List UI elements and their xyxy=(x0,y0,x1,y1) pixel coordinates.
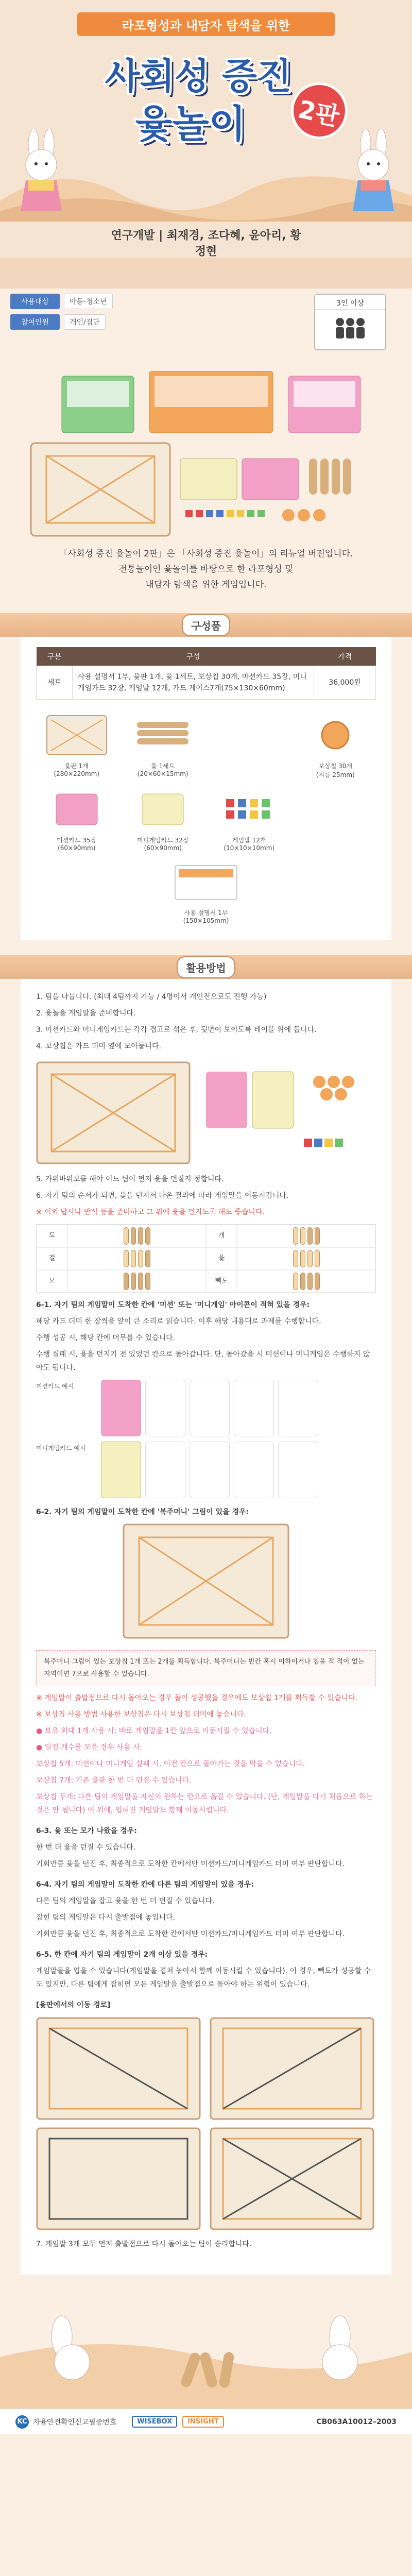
authors-line: 연구개발 | 최재경, 조다혜, 윤아리, 황정현 xyxy=(111,229,301,258)
bullet-1: ● 보유 최대 1개 사용 시: 바로 게임말을 1칸 앞으로 이동시킬 수 있습니다. xyxy=(36,1727,272,1735)
kc-text: 자율안전확인신고필증번호 xyxy=(33,2418,117,2427)
yut-result-sticks xyxy=(67,1247,206,1270)
row-price: 36,000원 xyxy=(314,666,376,700)
step-6-3-text: 한 번 더 윷을 던질 수 있습니다. xyxy=(36,1843,136,1852)
step-6-4-text2: 잡힌 팀의 게임말은 다시 출발점에 놓입니다. xyxy=(36,1913,176,1922)
step-6-4-text: 다른 팀의 게임말을 잡고 윷을 한 번 더 던질 수 있습니다. xyxy=(36,1897,215,1905)
yut-result-label: 모 xyxy=(37,1270,67,1293)
step-5: 5. 가위바위보를 해야 어느 팀이 먼저 윷을 던질지 정합니다. xyxy=(36,1175,224,1183)
age-badge-text: 3인 이상 xyxy=(315,295,385,310)
howto-section xyxy=(21,979,391,2275)
item-name: 윷판 1개 xyxy=(64,762,89,770)
bullet-2-text: 보상칩 5개: 미션이나 미니게임 실패 시, 이전 칸으로 돌아가는 것을 막을 수 있습니다. xyxy=(36,1760,305,1768)
hero-banner xyxy=(0,0,412,289)
components-table xyxy=(36,647,376,700)
footer-scene xyxy=(0,2275,412,2409)
cards-setup-image xyxy=(201,1061,376,1164)
item-size: (지름 25mm) xyxy=(316,771,355,778)
step-6-1-text3: 수행 실패 시, 윷을 던지기 전 있었던 칸으로 돌아갑니다. 단, 돌아갔을 시 미션이나 미니게임은 수행하지 않아도 됩니다. xyxy=(36,1350,370,1372)
item-name: 게임말 12개 xyxy=(232,837,266,844)
board-lucky-bag-image xyxy=(36,1522,376,1640)
example-board-4 xyxy=(210,2127,374,2230)
item-name: 미니게임카드 32장 xyxy=(137,837,189,844)
yut-result-sticks xyxy=(237,1270,375,1293)
bunny-illustration-right xyxy=(342,129,404,216)
table-header: 구분 xyxy=(37,647,73,666)
item-minigame-cards xyxy=(123,786,204,852)
table-header: 구성 xyxy=(73,647,314,666)
howto-header xyxy=(0,955,412,979)
target-label: 사용대상 xyxy=(10,294,60,309)
yut-result-sticks xyxy=(237,1247,375,1270)
yut-results-table xyxy=(36,1224,376,1293)
brand-logos xyxy=(132,2416,224,2428)
item-yut xyxy=(123,712,204,779)
example-boards xyxy=(36,2017,376,2230)
manual-icon xyxy=(123,859,290,905)
hero-title-line2: 윷놀이 xyxy=(135,102,246,146)
kc-number: CB063A10012–2003 xyxy=(316,2417,397,2426)
chip-icon xyxy=(295,712,376,758)
step-4: 4. 보상칩은 카드 더미 옆에 모아둡니다. xyxy=(36,1042,161,1050)
minigame-example xyxy=(36,1442,376,1498)
people-icon xyxy=(315,310,385,346)
star-note-2: ※ 보상칩 사용 방법 사용한 보상칩은 다시 보상칩 더미에 놓습니다. xyxy=(36,1710,246,1719)
table-row xyxy=(37,666,376,700)
wisebox-logo: WISEBOX xyxy=(132,2416,177,2428)
item-empty xyxy=(209,712,290,779)
example-label: [윷판에서의 이동 경로] xyxy=(36,2001,111,2009)
step-6-4-text3: 기회만큼 윷을 던진 후, 최종적으로 도착한 칸에서만 미션카드/미니게임카드 더미 여부 판단합니다. xyxy=(36,1930,345,1938)
step-6-1-text2: 수행 성공 시, 해당 칸에 머무를 수 있습니다. xyxy=(36,1334,175,1342)
step-2: 2. 윷놀을 게임말을 준비합니다. xyxy=(36,1009,136,1018)
step-6-4: 6-4. 자기 팀의 게임말이 도착한 칸에 다른 팀의 게임말이 있을 경우: xyxy=(36,1880,254,1889)
product-image xyxy=(0,371,412,541)
item-size: (10×10×10mm) xyxy=(224,844,275,852)
intro-line3: 내담자 탐색을 위한 게임입니다. xyxy=(145,580,267,590)
item-name: 윷 1세트 xyxy=(151,762,175,770)
bullet-4-text: 보상칩 두개: 다른 팀의 게임말을 자신의 원하는 칸으로 옮길 수 있습니다. (단, 게임말을 다시 처음으로 하는 것은 안 됩니다) 이 외에, 업혀진 게임말도 함께 이동시킵니다. xyxy=(36,1793,373,1815)
item-pieces xyxy=(209,786,290,852)
item-manual xyxy=(123,859,290,924)
howto-title: 활용방법 xyxy=(177,956,235,978)
mission-cards-row xyxy=(101,1380,318,1436)
yut-result-label: 걸 xyxy=(37,1247,67,1270)
players-label: 참여인원 xyxy=(10,314,60,330)
product-illustration xyxy=(0,371,412,541)
minigame-card-icon xyxy=(123,786,204,833)
board-setup-image xyxy=(36,1061,191,1164)
minigame-cards-row xyxy=(101,1442,318,1498)
target-value: 아동-청소년 xyxy=(64,294,113,309)
mission-example xyxy=(36,1380,376,1436)
components-title: 구성품 xyxy=(182,614,230,636)
mission-card-icon xyxy=(36,786,117,833)
star-note-1: ※ 게임말이 출발점으로 다시 돌아오는 경우 돌이 성공했을 경우에도 보상칩 1개를 획득할 수 있습니다. xyxy=(36,1694,357,1702)
row-content: 사용 설명서 1부, 윷판 1개, 윷 1세트, 보상칩 30개, 마션카드 35장, 미니게임카드 32장, 게임말 12개, 카드 케이스7개(75×130×60mm) xyxy=(73,666,314,700)
step-7: 7. 게임말 3개 모두 먼저 출발점으로 다시 돌아오는 팀이 승리합니다. xyxy=(36,2240,252,2248)
kc-cert xyxy=(15,2415,116,2429)
intro-text xyxy=(0,541,412,613)
step-6: 6. 자기 팀의 순서가 되면, 윷을 던져서 나온 결과에 따라 게임말을 이동시킵니다. xyxy=(36,1192,289,1200)
yut-result-label: 개 xyxy=(206,1225,237,1247)
item-size: (60×90mm) xyxy=(144,844,182,852)
item-name: 미션카드 35장 xyxy=(57,837,97,844)
item-size: (20×60×15mm) xyxy=(137,770,188,777)
yut-result-label: 도 xyxy=(37,1225,67,1247)
item-empty xyxy=(295,786,376,852)
step-6-3: 6-3. 윷 또는 모가 나왔을 경우: xyxy=(36,1827,137,1835)
footer-illustration xyxy=(0,2275,412,2409)
step-1: 1. 팀을 나눕니다. (최대 4팀까지 가능 / 4명이서 개인전으로도 진행 가능) xyxy=(36,993,267,1001)
component-items xyxy=(36,712,376,924)
example-board-2 xyxy=(210,2017,374,2120)
item-size: (280×220mm) xyxy=(54,770,100,777)
bullet-2: ● 일정 개수를 모을 경우 사용 시: xyxy=(36,1743,142,1752)
item-name: 사용 설명서 1부 xyxy=(184,909,228,917)
hero-title-line1: 사회성 증진 xyxy=(105,55,292,97)
edition-badge: 2판 xyxy=(286,77,353,144)
age-badge xyxy=(314,294,386,350)
yut-result-sticks xyxy=(67,1270,206,1293)
step-6-1-text: 해당 카드 더미 한 장씩을 앞이 큰 소리로 읽습니다. 이후 해당 내용대로 과제를 수행합니다. xyxy=(36,1317,321,1326)
kc-icon: KC xyxy=(15,2415,29,2429)
bunny-illustration-left xyxy=(10,129,72,216)
mission-example-label: 미션카드 예시 xyxy=(36,1383,74,1390)
bullet-3-text: 보상칩 7개: 기존 윷판 한 번 더 던질 수 있습니다. xyxy=(36,1776,192,1785)
row-label: 세트 xyxy=(37,666,73,700)
step-6-5: 6-5. 한 칸에 자기 팀의 게임말이 2개 이상 있을 경우: xyxy=(36,1951,208,1959)
item-chips xyxy=(295,712,376,779)
footer-bar xyxy=(0,2409,412,2434)
insight-logo: INSIGHT xyxy=(182,2416,224,2428)
step-6-2: 6-2. 자기 팀의 게임말이 도착한 칸에 '복주머니' 그림이 있을 경우: xyxy=(36,1508,249,1516)
board-icon xyxy=(36,712,117,758)
ground xyxy=(0,258,412,289)
step-6-1: 6-1. 자기 팀의 게임말이 도착한 칸에 '미션' 또는 '미니게임' 아이콘이 적혀 있을 경우: xyxy=(36,1301,310,1309)
pieces-icon xyxy=(209,786,290,833)
table-header: 가격 xyxy=(314,647,376,666)
setup-illustration xyxy=(36,1061,376,1164)
yut-result-label: 윷 xyxy=(206,1247,237,1270)
yut-result-label: 빽도 xyxy=(206,1270,237,1293)
yut-icon xyxy=(123,712,204,758)
yut-result-sticks xyxy=(237,1225,375,1247)
hero-subtitle: 라포형성과 내담자 탐색을 위한 xyxy=(77,12,335,36)
lucky-bag-note: 복주머니 그림이 있는 보상칩 1개 또는 2개를 획득합니다. 복주머니는 빈칸 혹시 이하이거나 칩을 적 적이 없는 지역이면 7으로 사용할 수 있습니다. xyxy=(36,1650,376,1686)
components-header xyxy=(0,613,412,637)
components-section xyxy=(21,637,391,940)
intro-line1: 「사회성 증진 윷놀이 2판」은 「사회성 증진 윷놀이」의 리뉴얼 버전입니다. xyxy=(59,549,353,559)
item-size: (60×90mm) xyxy=(58,844,96,852)
step-6-3-text2: 기회만큼 윷을 던진 후, 최종적으로 도착한 칸에서만 미션카드/미니게임카드 더미 여부 판단합니다. xyxy=(36,1860,345,1868)
yut-result-sticks xyxy=(67,1225,206,1247)
item-name: 보상칩 30개 xyxy=(318,762,352,770)
item-mission-cards xyxy=(36,786,117,852)
minigame-example-label: 미니게임카드 예시 xyxy=(36,1445,86,1452)
intro-line2: 전통놀이인 윷놀이를 바탕으로 한 라포형성 및 xyxy=(118,564,294,574)
step-3: 3. 미션카드와 미니게임카드는 각각 겹고로 섞은 후, 뒷면이 보이도록 테이블 위에 둡니다. xyxy=(36,1026,317,1034)
item-size: (150×105mm) xyxy=(183,917,229,924)
example-board-1 xyxy=(36,2017,201,2120)
item-board xyxy=(36,712,117,779)
info-tags xyxy=(0,289,412,371)
example-board-3 xyxy=(36,2127,201,2230)
players-value: 개인/집단 xyxy=(64,314,106,330)
step-6-5-text: 게임말들을 업을 수 있습니다(게임말을 겹쳐 놓아서 함께 이동시킬 수 있습니다). 이 경우, 빽도가 성공할 수도 있지만, 다른 팀에게 잡히면 모든 게임말을 출발점으로 돌아야 하는 위험이 있습니다. xyxy=(36,1967,371,1989)
step-6-note: ※ 이외 답사나 받석 등을 준비하고 그 위에 윷을 던지도록 해도 좋습니다. xyxy=(36,1208,265,1216)
